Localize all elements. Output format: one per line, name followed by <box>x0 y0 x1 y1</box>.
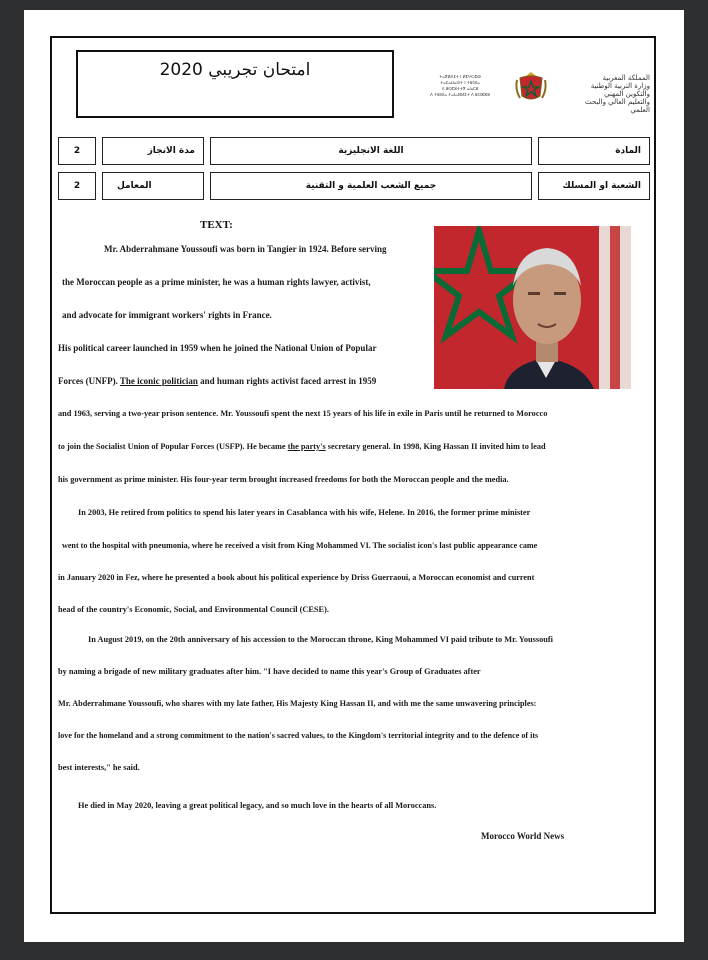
duration-label: مدة الانجاز <box>102 137 204 165</box>
paragraph-2-line-2: Forces (UNFP). The iconic politician and human rights activist faced arrest in 1959 <box>58 376 377 386</box>
paragraph-4-line-3: Mr. Abderrahmane Youssoufi, who shares with my late father, His Majesty King Hassan II, and with me the same unwavering principles: <box>58 699 537 708</box>
subject-label: المادة <box>538 137 650 165</box>
subject-value: اللغة الانجليزية <box>210 137 532 165</box>
paragraph-3-line-3: in January 2020 in Fez, where he presented a book about his political experience by Driss Guerraoui, a Moroccan economist and current <box>58 573 535 582</box>
paragraph-1-line-2: the Moroccan people as a prime minister, he was a human rights lawyer, activist, <box>62 277 371 287</box>
paragraph-4-line-4: love for the homeland and a strong commitment to the nation's sacred values, to the Kingdom's territorial integrity and to the defence of its <box>58 731 539 740</box>
underlined-phrase-iconic-politician: The iconic politician <box>119 376 198 386</box>
paragraph-4-line-5: best interests," he said. <box>58 763 140 772</box>
paragraph-3-line-2: went to the hospital with pneumonia, where he received a visit from King Mohammed VI. The socialist icon's last public appearance came <box>62 541 538 550</box>
branch-label: الشعبة او المسلك <box>538 172 650 200</box>
duration-value: 2 <box>58 137 96 165</box>
paragraph-4-line-1: In August 2019, on the 20th anniversary of his accession to the Moroccan throne, King Mohammed VI paid tribute to Mr. Youssoufi <box>88 635 553 644</box>
paragraph-1-line-1: Mr. Abderrahmane Youssoufi was born in Tangier in 1924. Before serving <box>104 244 387 254</box>
paragraph-5: He died in May 2020, leaving a great political legacy, and so much love in the hearts of all Moroccans. <box>78 801 437 810</box>
portrait-photo <box>434 226 631 389</box>
moroccan-coat-of-arms-icon <box>514 70 548 104</box>
exam-title-box <box>76 50 394 118</box>
paragraph-3-line-4: head of the country's Economic, Social, and Environmental Council (CESE). <box>58 605 329 614</box>
coefficient-value: 2 <box>58 172 96 200</box>
text-heading: TEXT: <box>200 219 233 231</box>
underlined-phrase-partys: the party's <box>287 442 326 451</box>
paragraph-2-line-5: his government as prime minister. His four-year term brought increased freedoms for both the Moroccan people and the media. <box>58 475 509 484</box>
paragraph-2-line-1: His political career launched in 1959 when he joined the National Union of Popular <box>58 343 377 353</box>
paragraph-3-line-1: In 2003, He retired from politics to spend his later years in Casablanca with his wife, Helene. In 2016, the former prime minister <box>78 508 531 517</box>
paragraph-1-line-3: and advocate for immigrant workers' rights in France. <box>62 310 272 320</box>
branch-value: جميع الشعب العلمية و التقنية <box>210 172 532 200</box>
source-credit: Morocco World News <box>481 831 565 841</box>
paragraph-2-line-4: to join the Socialist Union of Popular Forces (USFP). He became the party's secretary general. In 1998, King Hassan II invited him to lead <box>58 442 546 451</box>
coefficient-label: المعامل <box>102 172 204 200</box>
paragraph-2-line-3: and 1963, serving a two-year prison sentence. Mr. Youssoufi spent the next 15 years of his life in exile in Paris until he returned to Morocco <box>58 409 548 418</box>
tifinagh-ministry-text: ⵜⴰⴳⵍⴷⵉⵜ ⵏ ⵍⵎⵖⵔⵉⴱ ⵜⴰⵎⴰⵡⴰⵙⵜ ⵏ ⵜⵓⵙⵏⴰ ⴷ ⵓⵙⵎⵓⵜⵜⴳ ⴰⵏⴰⵎⵓ ⴷ ⵜⵓⵙⵏⴰ ⵜⴰⵏⴰⴼⵍⵉⵜ ⴷ ⵓⵔⵣⵣⵓ <box>430 74 490 97</box>
exam-title: امتحان تجريبي 2020 <box>159 60 311 80</box>
arabic-ministry-text: المملكة المغربية وزارة التربية الوطنية والتكوين المهني والتعليم العالي والبحث العلمي <box>584 74 650 114</box>
paragraph-4-line-2: by naming a brigade of new military graduates after him. "I have decided to name this year's Group of Graduates after <box>58 667 481 676</box>
